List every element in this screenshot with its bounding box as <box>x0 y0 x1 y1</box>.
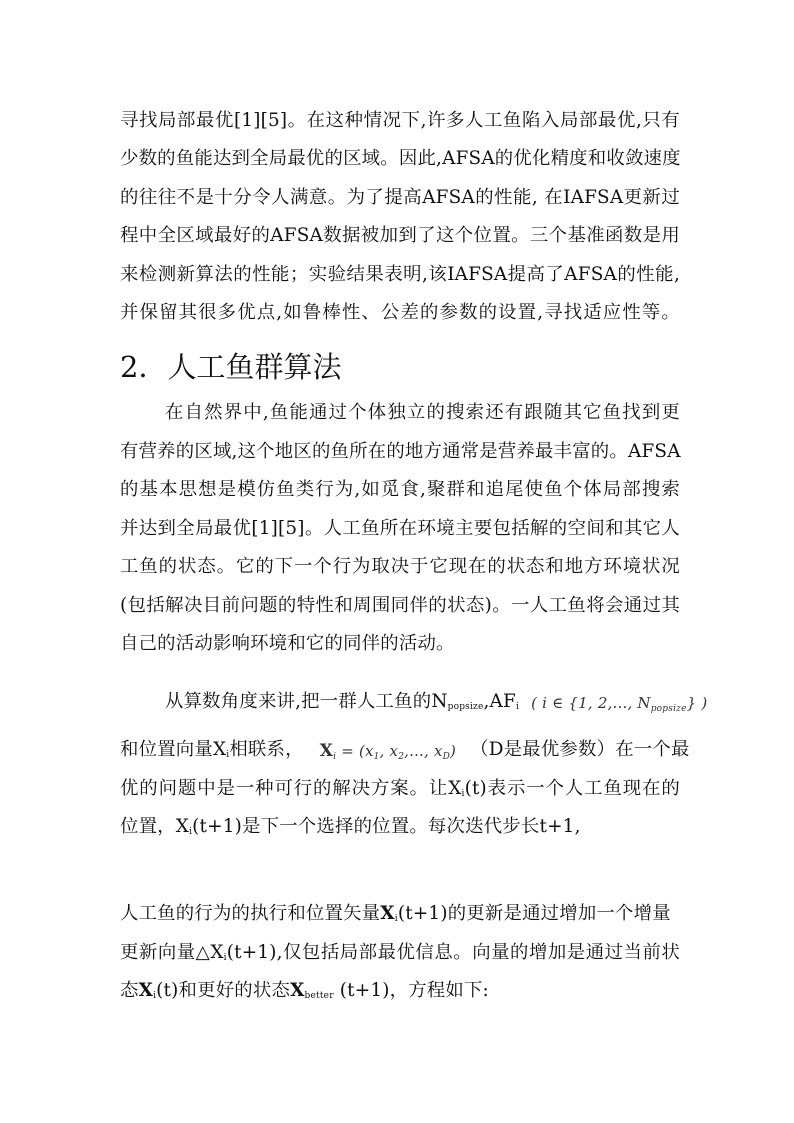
position-vector-formula <box>320 738 456 770</box>
formula-text: } ) <box>686 694 708 712</box>
text-fragment: (t+1)的更新是通过增加一个增量 <box>397 903 671 924</box>
paragraph-3-line-4 <box>120 814 680 845</box>
formula-subscript: D <box>442 752 451 762</box>
subscript: i <box>226 750 230 760</box>
paragraph-1-line-6: 并保留其很多优点,如鲁棒性、公差的参数的设置,寻找适应性等。 <box>120 302 680 323</box>
text-fragment: ,AF <box>483 691 517 712</box>
vector-symbol: X <box>290 980 305 1001</box>
text-fragment: (t)表示一个人工鱼现在的 <box>464 778 680 799</box>
text-fragment: (t)和更好的状态 <box>156 980 291 1001</box>
formula-vector: X <box>319 741 334 761</box>
subscript: i <box>153 991 157 1001</box>
vector-symbol: X <box>138 980 154 1001</box>
vector-symbol: X <box>380 903 395 924</box>
paragraph-2-line-3: 的基本思想是模仿鱼类行为,如觅食,聚群和追尾使鱼个体局部搜索 <box>120 479 680 500</box>
formula-text: ) <box>450 742 457 760</box>
paragraph-1-line-1: 寻找局部最优[1][5]。在这种情况下,许多人工鱼陷入局部最优,只有 <box>120 110 680 131</box>
paragraph-1-line-4: 程中全区域最好的AFSA数据被加到了这个位置。三个基准函数是用 <box>120 225 680 246</box>
formula-subscript: i <box>333 752 337 762</box>
formula-text: = (x <box>336 742 374 760</box>
formula-subscript: 1 <box>373 752 380 762</box>
subscript: better <box>304 991 334 1001</box>
paragraph-4-line-1 <box>120 901 680 932</box>
paragraph-3-line-1 <box>165 689 708 722</box>
text-fragment: 优的问题中是一种可行的解决方案。让X <box>120 778 462 799</box>
formula-text: ( i ∈ {1, 2,..., N <box>531 694 651 712</box>
paragraph-3-line-3 <box>120 776 680 807</box>
text-fragment: 人工鱼的行为的执行和位置矢量 <box>120 903 381 924</box>
formula-text: ,..., x <box>404 742 443 760</box>
paragraph-3-line-2 <box>120 737 690 770</box>
text-fragment: 和位置向量X <box>120 739 227 760</box>
text-fragment: 态 <box>120 980 139 1001</box>
paragraph-2-line-4: 并达到全局最优[1][5]。人工鱼所在环境主要包括解的空间和其它人 <box>120 518 680 539</box>
subscript: i <box>189 827 193 837</box>
text-fragment: （D是最优参数）在一个最 <box>470 739 690 760</box>
paragraph-2-line-7: 自己的活动影响环境和它的同伴的活动。 <box>120 633 455 654</box>
section-heading: 2．人工鱼群算法 <box>120 350 342 384</box>
paragraph-2-line-5: 工鱼的状态。它的下一个行为取决于它现在的状态和地方环境状况 <box>120 556 680 577</box>
text-fragment: 更新向量△X <box>120 942 224 963</box>
text-fragment: 从算数角度来讲,把一群人工鱼的N <box>165 691 448 712</box>
text-fragment: 位置，X <box>120 816 190 837</box>
paragraph-2-line-6: (包括解决目前问题的特性和周围同伴的状态)。一人工鱼将会通过其 <box>120 595 680 616</box>
subscript: i <box>516 702 520 712</box>
subscript: i <box>461 789 465 799</box>
text-fragment: (t+1)是下一个选择的位置。每次迭代步长t+1, <box>192 816 581 837</box>
subscript: popsize <box>447 702 484 712</box>
formula-subscript: 2 <box>398 752 405 762</box>
paragraph-1-line-5: 来检测新算法的性能；实验结果表明,该IAFSA提高了AFSA的性能, <box>120 264 680 285</box>
paragraph-4-line-3 <box>120 978 680 1009</box>
text-fragment: (t+1)，方程如下: <box>333 980 489 1001</box>
formula-text: , x <box>379 742 399 760</box>
index-set-formula <box>531 690 707 722</box>
paragraph-1-line-3: 的往往不是十分令人满意。为了提高AFSA的性能, 在IAFSA更新过 <box>120 187 680 208</box>
text-fragment: (t+1),仅包括局部最优信息。向量的增加是通过当前状 <box>226 942 680 963</box>
paragraph-2-line-1: 在自然界中,鱼能通过个体独立的搜索还有跟随其它鱼找到更 <box>165 402 680 423</box>
paragraph-2-line-2: 有营养的区域,这个地区的鱼所在的地方通常是营养最丰富的。AFSA <box>120 441 681 462</box>
formula-subscript: popsize <box>650 704 687 714</box>
paragraph-1-line-2: 少数的鱼能达到全局最优的区域。因此,AFSA的优化精度和收敛速度 <box>120 148 681 169</box>
subscript: i <box>394 914 398 924</box>
subscript: i <box>223 953 227 963</box>
paragraph-4-line-2 <box>120 940 680 971</box>
text-fragment: 相联系， <box>229 739 304 760</box>
